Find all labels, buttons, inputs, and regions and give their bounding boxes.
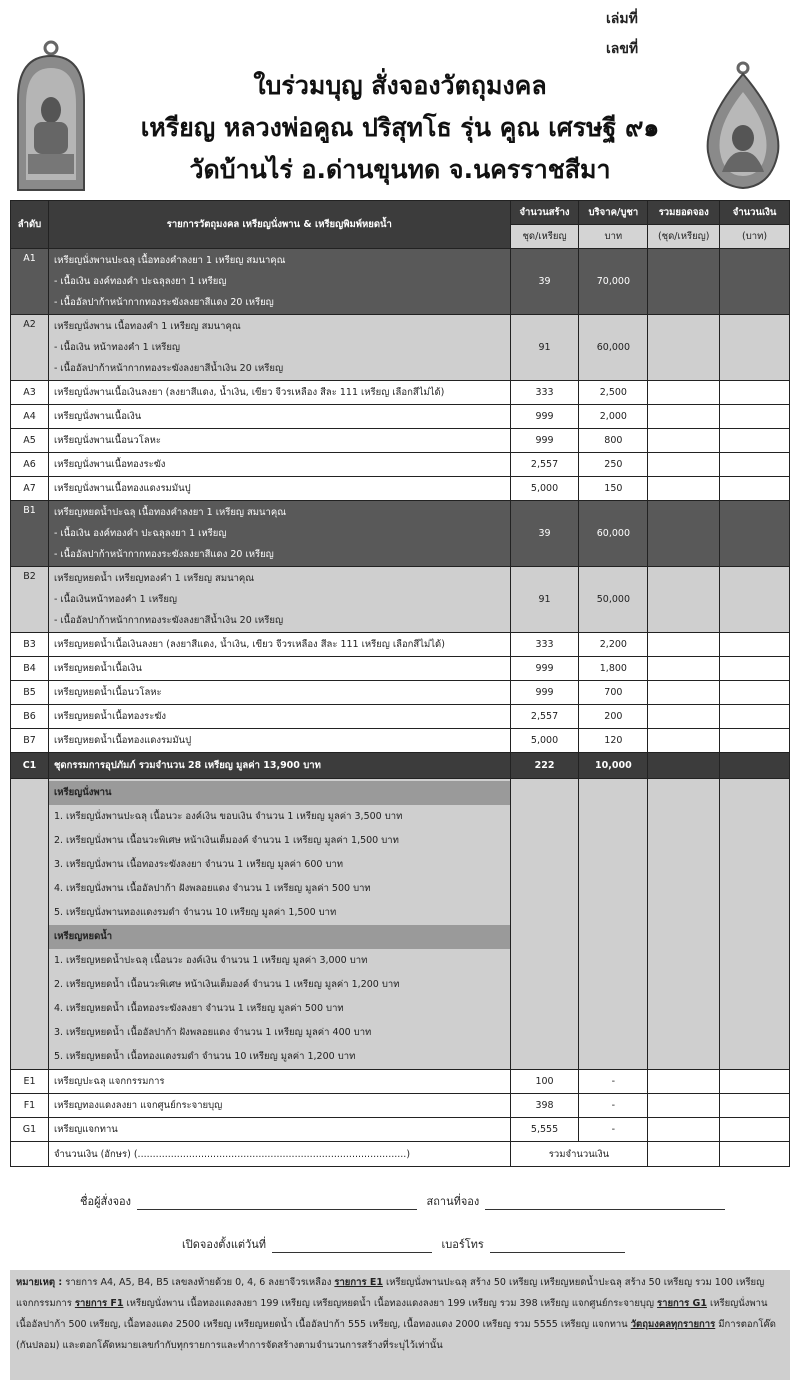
booking-cell[interactable]	[648, 633, 720, 657]
row-price: 150	[579, 477, 648, 501]
booking-cell[interactable]	[648, 405, 720, 429]
booking-cell[interactable]	[648, 249, 720, 315]
item-line: เหรียญนั่งพานเนื้อเงิน	[53, 410, 142, 422]
amount-cell[interactable]	[720, 381, 790, 405]
booking-cell[interactable]	[648, 477, 720, 501]
row-item	[48, 381, 510, 405]
row-no: A1	[11, 249, 49, 315]
item-line: - เนื้ออัลปาก้าหน้ากากทองระฆังลงยาสีแดง 20 เหรียญ	[53, 297, 274, 308]
amount-cell[interactable]	[720, 315, 790, 381]
total-in-words[interactable]: จำนวนเงิน (อักษร) (.........................................................................................)	[48, 1142, 510, 1167]
row-item: เหรียญแจกทาน	[48, 1118, 510, 1142]
row-qty: 999	[510, 405, 579, 429]
row-price: 2,000	[579, 405, 648, 429]
order-table	[10, 200, 790, 1167]
row-qty: 39	[510, 501, 579, 567]
teardrop-medal-image	[700, 60, 786, 190]
row-qty: 333	[510, 381, 579, 405]
row-qty: 5,000	[510, 477, 579, 501]
col-booking-unit: (ชุด/เหรียญ)	[648, 225, 720, 249]
row-item	[48, 405, 510, 429]
row-no: B3	[11, 633, 49, 657]
row-no: F1	[11, 1094, 49, 1118]
table-row	[11, 315, 790, 381]
row-price: -	[579, 1118, 648, 1142]
remarks-f1: รายการ F1	[74, 1298, 124, 1309]
row-price: 700	[579, 681, 648, 705]
group-item: 3. เหรียญหยดน้ำ เนื้ออัลปาก้า ฝังพลอยแดง จำนวน 1 เหรียญ มูลค่า 400 บาท	[53, 1027, 372, 1038]
row-qty: 222	[510, 753, 579, 779]
row-no: G1	[11, 1118, 49, 1142]
table-row	[11, 429, 790, 453]
row-price: 800	[579, 429, 648, 453]
row-price: 70,000	[579, 249, 648, 315]
amount-cell[interactable]	[720, 501, 790, 567]
col-item: รายการวัตถุมงคล เหรียญนั่งพาน & เหรียญพิมพ์หยดน้ำ	[48, 201, 510, 249]
place-label: สถานที่จอง	[426, 1195, 480, 1208]
col-price: บริจาค/บูชา	[579, 201, 648, 225]
group-item: 1. เหรียญนั่งพานปะฉลุ เนื้อนวะ องค์เงิน ขอบเงิน จำนวน 1 เหรียญ มูลค่า 3,500 บาท	[53, 811, 403, 822]
group-title: เหรียญหยดน้ำ	[49, 925, 510, 949]
remarks-all-items: วัตถุมงคลทุกรายการ	[630, 1319, 716, 1330]
booking-cell[interactable]	[648, 681, 720, 705]
row-qty: 333	[510, 633, 579, 657]
row-item	[48, 633, 510, 657]
group-item: 4. เหรียญหยดน้ำ เนื้อทองระฆังลงยา จำนวน 1 เหรียญ มูลค่า 500 บาท	[53, 1003, 344, 1014]
row-qty: 999	[510, 429, 579, 453]
row-no: A2	[11, 315, 49, 381]
booking-cell[interactable]	[648, 453, 720, 477]
table-row	[11, 1118, 790, 1142]
row-no: B6	[11, 705, 49, 729]
group-item: 3. เหรียญนั่งพาน เนื้อทองระฆังลงยา จำนวน 1 เหรียญ มูลค่า 600 บาท	[53, 859, 344, 870]
amount-cell[interactable]	[720, 657, 790, 681]
item-line: เหรียญหยดน้ำปะฉลุ เนื้อทองคำลงยา 1 เหรียญ สมนาคุณ	[53, 507, 287, 518]
row-qty: 5,000	[510, 729, 579, 753]
row-item: เหรียญปะฉลุ แจกกรรมการ	[48, 1070, 510, 1094]
amount-cell[interactable]	[720, 453, 790, 477]
row-qty: 39	[510, 249, 579, 315]
item-line: เหรียญนั่งพานเนื้อทองแดงรมมันปู	[53, 482, 191, 494]
row-price: 200	[579, 705, 648, 729]
amount-cell[interactable]	[720, 681, 790, 705]
table-row	[11, 453, 790, 477]
row-item	[48, 657, 510, 681]
item-line: เหรียญหยดน้ำเนื้อเงินลงยา (ลงยาสีแดง, น้ำเงิน, เขียว จีวรเหลือง สีละ 111 เหรียญ เลือกสีไม่ได้)	[53, 638, 445, 650]
item-line: เหรียญหยดน้ำเนื้อเงิน	[53, 662, 142, 674]
remarks-text: เหรียญนั่งพาน เนื้ออัลปาก้า 500 เหรียญ, เนื้อทองแดง 2500 เหรียญ เหรียญหยดน้ำ เนื้ออัลปาก้า 555 เหรียญ, เนื้อทองแดง 2000 เหรียญ รวม 5555 เหรียญ แจกทาน	[16, 1298, 768, 1330]
orderer-field[interactable]	[137, 1196, 417, 1210]
col-amount: จำนวนเงิน	[720, 201, 790, 225]
row-item: ชุดกรรมการอุปภัมภ์ รวมจำนวน 28 เหรียญ มูลค่า 13,900 บาท	[48, 753, 510, 779]
row-qty: 5,555	[510, 1118, 579, 1142]
row-price: 1,800	[579, 657, 648, 681]
booking-cell[interactable]	[648, 705, 720, 729]
item-line: - เนื้อเงิน องค์ทองคำ ปะฉลุลงยา 1 เหรียญ	[53, 528, 227, 539]
item-line: เหรียญหยดน้ำเนื้อนวโลหะ	[53, 686, 162, 698]
remarks-box	[10, 1270, 790, 1380]
remarks-text: มีการตอกโค๊ด (กันปลอม) และตอกโค๊ดหมายเลขกำกับทุกรายการและทำการจัดสร้างตามจำนวนการสร้างที่ระบุไว้เท่านั้น	[16, 1319, 776, 1351]
total-row	[11, 1142, 790, 1167]
booking-cell[interactable]	[648, 381, 720, 405]
item-line: เหรียญนั่งพานปะฉลุ เนื้อทองคำลงยา 1 เหรียญ สมนาคุณ	[53, 255, 286, 266]
booking-cell[interactable]	[648, 567, 720, 633]
row-price: 60,000	[579, 501, 648, 567]
row-qty: 2,557	[510, 453, 579, 477]
total-label: รวมจำนวนเงิน	[510, 1142, 648, 1167]
row-item	[48, 429, 510, 453]
row-item	[48, 501, 510, 567]
row-item	[48, 705, 510, 729]
group-item: 5. เหรียญหยดน้ำ เนื้อทองแดงรมดำ จำนวน 10 เหรียญ มูลค่า 1,200 บาท	[53, 1051, 356, 1062]
amount-cell[interactable]	[720, 405, 790, 429]
row-no: B2	[11, 567, 49, 633]
booking-cell[interactable]	[648, 1094, 720, 1118]
amount-cell[interactable]	[720, 729, 790, 753]
row-no: A6	[11, 453, 49, 477]
book-number-label: เล่มที่	[606, 11, 638, 27]
row-no: B5	[11, 681, 49, 705]
phone-field[interactable]	[490, 1239, 625, 1253]
table-row	[11, 567, 790, 633]
row-item	[48, 477, 510, 501]
title-line-2: เหรียญ หลวงพ่อคูณ ปริสุทโธ รุ่น คูณ เศรษฐี ๙๑	[140, 113, 660, 142]
col-price-unit: บาท	[579, 225, 648, 249]
place-field[interactable]	[485, 1196, 725, 1210]
row-qty: 91	[510, 315, 579, 381]
row-no: B4	[11, 657, 49, 681]
item-line: - เนื้ออัลปาก้าหน้ากากทองระฆังลงยาสีน้ำเงิน 20 เหรียญ	[53, 615, 284, 626]
row-price: 2,500	[579, 381, 648, 405]
table-row	[11, 249, 790, 315]
row-qty: 2,557	[510, 705, 579, 729]
row-price: -	[579, 1070, 648, 1094]
group-item: 1. เหรียญหยดน้ำปะฉลุ เนื้อนวะ องค์เงิน จำนวน 1 เหรียญ มูลค่า 3,000 บาท	[53, 955, 368, 966]
table-row	[11, 681, 790, 705]
row-no: A7	[11, 477, 49, 501]
table-row	[11, 477, 790, 501]
booking-cell[interactable]	[648, 729, 720, 753]
item-line: เหรียญนั่งพานเนื้อเงินลงยา (ลงยาสีแดง, น้ำเงิน, เขียว จีวรเหลือง สีละ 111 เหรียญ เลือกสีไม่ได้)	[53, 386, 445, 398]
row-no: E1	[11, 1070, 49, 1094]
row-price: 60,000	[579, 315, 648, 381]
row-no: B7	[11, 729, 49, 753]
document-number-label: เลขที่	[606, 41, 639, 57]
item-line: เหรียญหยดน้ำ เหรียญทองคำ 1 เหรียญ สมนาคุณ	[53, 573, 255, 584]
row-qty: 100	[510, 1070, 579, 1094]
item-line: - เนื้อเงิน องค์ทองคำ ปะฉลุลงยา 1 เหรียญ	[53, 276, 227, 287]
row-qty: 999	[510, 657, 579, 681]
open-date-field[interactable]	[272, 1239, 432, 1253]
booking-cell[interactable]	[648, 1142, 720, 1167]
item-line: เหรียญนั่งพาน เนื้อทองคำ 1 เหรียญ สมนาคุณ	[53, 321, 241, 332]
title-line-3: วัดบ้านไร่ อ.ด่านขุนทด จ.นครราชสีมา	[189, 155, 611, 184]
booking-cell[interactable]	[648, 315, 720, 381]
remarks-e1: รายการ E1	[334, 1277, 383, 1288]
item-line: เหรียญหยดน้ำเนื้อทองแดงรมมันปู	[53, 734, 192, 746]
table-row	[11, 1094, 790, 1118]
row-price: 120	[579, 729, 648, 753]
table-row	[11, 729, 790, 753]
orderer-label: ชื่อผู้สั่งจอง	[80, 1195, 132, 1208]
phone-label: เบอร์โทร	[441, 1238, 484, 1251]
group-item: 2. เหรียญนั่งพาน เนื้อนวะพิเศษ หน้าเงินเต็มองค์ จำนวน 1 เหรียญ มูลค่า 1,500 บาท	[53, 835, 399, 846]
col-booking: รวมยอดจอง	[648, 201, 720, 225]
booking-cell[interactable]	[648, 501, 720, 567]
amount-cell[interactable]	[720, 1070, 790, 1094]
amount-cell[interactable]	[720, 249, 790, 315]
table-row	[11, 405, 790, 429]
row-qty: 91	[510, 567, 579, 633]
table-row-c1	[11, 753, 790, 779]
item-line: เหรียญหยดน้ำเนื้อทองระฆัง	[53, 710, 167, 722]
group-title: เหรียญนั่งพาน	[49, 781, 510, 805]
row-price: 50,000	[579, 567, 648, 633]
booking-cell[interactable]	[648, 429, 720, 453]
booking-cell[interactable]	[648, 1070, 720, 1094]
col-amount-unit: (บาท)	[720, 225, 790, 249]
remarks-text: เหรียญนั่งพาน เนื้อทองแดงลงยา 199 เหรียญ เหรียญหยดน้ำ เนื้อทองแดงลงยา 199 เหรียญ รวม 398 เหรียญ แจกศูนย์กระจายบุญ	[123, 1298, 658, 1309]
item-line: เหรียญนั่งพานเนื้อทองระฆัง	[53, 458, 166, 470]
amount-cell[interactable]	[720, 753, 790, 779]
title-line-1: ใบร่วมบุญ สั่งจองวัตถุมงคล	[253, 71, 547, 100]
table-row	[11, 501, 790, 567]
row-item	[48, 729, 510, 753]
table-row	[11, 705, 790, 729]
item-line: - เนื้อเงินหน้าทองคำ 1 เหรียญ	[53, 594, 177, 605]
open-date-label: เปิดจองตั้งแต่วันที่	[182, 1238, 267, 1251]
row-qty: 999	[510, 681, 579, 705]
item-line: เหรียญนั่งพานเนื้อนวโลหะ	[53, 434, 162, 446]
row-price: 250	[579, 453, 648, 477]
amount-cell[interactable]	[720, 633, 790, 657]
row-no: A5	[11, 429, 49, 453]
col-qty: จำนวนสร้าง	[510, 201, 579, 225]
row-item	[48, 453, 510, 477]
item-line: - เนื้ออัลปาก้าหน้ากากทองระฆังลงยาสีน้ำเงิน 20 เหรียญ	[53, 363, 284, 374]
amount-cell[interactable]	[720, 477, 790, 501]
item-line: - เนื้อเงิน หน้าทองคำ 1 เหรียญ	[53, 342, 181, 353]
col-no: ลำดับ	[11, 201, 49, 249]
row-item: เหรียญทองแดงลงยา แจกศูนย์กระจายบุญ	[48, 1094, 510, 1118]
col-qty-unit: ชุด/เหรียญ	[510, 225, 579, 249]
amount-cell[interactable]	[720, 1142, 790, 1167]
amount-cell[interactable]	[720, 705, 790, 729]
amount-cell[interactable]	[720, 1118, 790, 1142]
booking-cell[interactable]	[648, 753, 720, 779]
orderer-row	[80, 1192, 731, 1210]
booking-cell[interactable]	[648, 657, 720, 681]
row-no: A4	[11, 405, 49, 429]
group-item: 5. เหรียญนั่งพานทองแดงรมดำ จำนวน 10 เหรียญ มูลค่า 1,500 บาท	[53, 907, 337, 918]
date-row	[182, 1235, 631, 1253]
table-row	[11, 381, 790, 405]
table-row	[11, 657, 790, 681]
seated-medal-image	[10, 40, 92, 192]
group-item: 2. เหรียญหยดน้ำ เนื้อนวะพิเศษ หน้าเงินเต็มองค์ จำนวน 1 เหรียญ มูลค่า 1,200 บาท	[53, 979, 400, 990]
row-price: 10,000	[579, 753, 648, 779]
row-no: A3	[11, 381, 49, 405]
remarks-text: เหรียญนั่งพานปะฉลุ สร้าง 50 เหรียญ เหรียญหยดน้ำปะฉลุ สร้าง 50 เหรียญ รวม 100 เหรียญ แจกกรรมการ	[16, 1277, 765, 1309]
amount-cell[interactable]	[720, 429, 790, 453]
row-item	[48, 681, 510, 705]
row-item	[48, 315, 510, 381]
row-qty: 398	[510, 1094, 579, 1118]
row-price: 2,200	[579, 633, 648, 657]
booking-cell[interactable]	[648, 1118, 720, 1142]
row-item	[48, 249, 510, 315]
c1-details-row	[11, 779, 790, 1070]
table-row	[11, 633, 790, 657]
row-no: B1	[11, 501, 49, 567]
row-no: C1	[11, 753, 49, 779]
remarks-g1: รายการ G1	[657, 1298, 707, 1309]
row-price: -	[579, 1094, 648, 1118]
remarks-text: รายการ A4, A5, B4, B5 เลขลงท้ายด้วย 0, 4, 6 ลงยาจีวรเหลือง	[62, 1277, 335, 1288]
amount-cell[interactable]	[720, 567, 790, 633]
table-row	[11, 1070, 790, 1094]
group-item: 4. เหรียญนั่งพาน เนื้ออัลปาก้า ฝังพลอยแดง จำนวน 1 เหรียญ มูลค่า 500 บาท	[53, 883, 371, 894]
amount-cell[interactable]	[720, 1094, 790, 1118]
row-item	[48, 567, 510, 633]
remarks-label: หมายเหตุ :	[16, 1277, 63, 1288]
item-line: - เนื้ออัลปาก้าหน้ากากทองระฆังลงยาสีแดง 20 เหรียญ	[53, 549, 274, 560]
